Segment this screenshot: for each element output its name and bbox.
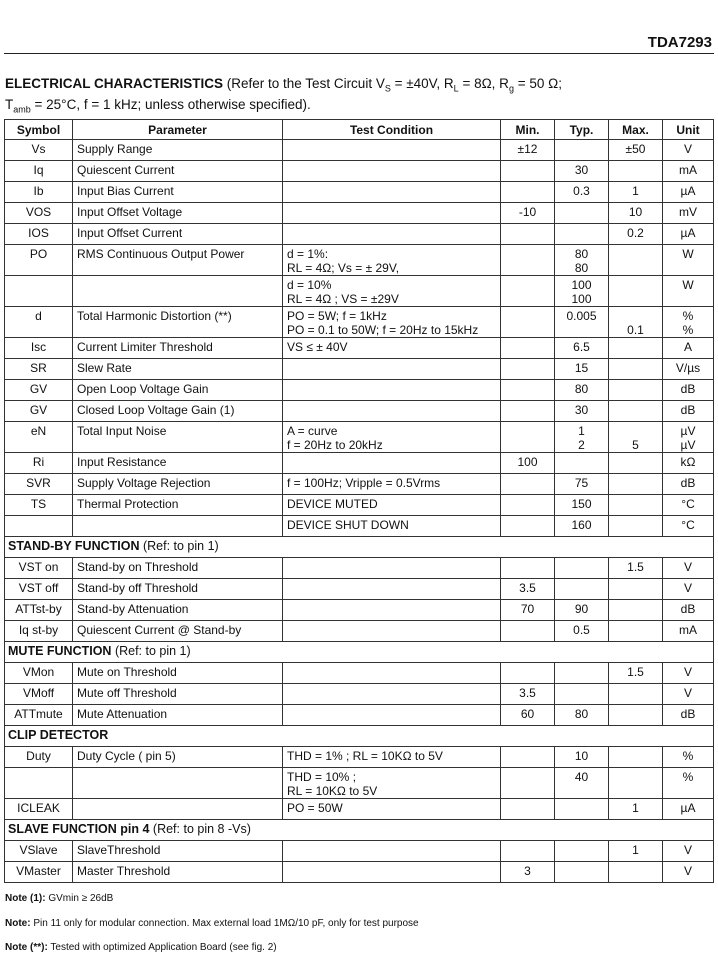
table-row bbox=[5, 474, 714, 495]
cell-unit: °C bbox=[663, 516, 714, 537]
cell-typ: 1 2 bbox=[555, 422, 609, 453]
cell-typ bbox=[555, 558, 609, 579]
cell-typ: 150 bbox=[555, 495, 609, 516]
note-3 bbox=[5, 942, 277, 953]
cell-sym: VOS bbox=[5, 203, 73, 224]
cell-max bbox=[609, 474, 663, 495]
table-row bbox=[5, 799, 714, 820]
cell-param: Quiescent Current @ Stand-by bbox=[73, 621, 283, 642]
cell-cond bbox=[283, 684, 501, 705]
cell-typ: 0.3 bbox=[555, 182, 609, 203]
cell-max bbox=[609, 359, 663, 380]
cell-sym: Iq st-by bbox=[5, 621, 73, 642]
table-row bbox=[5, 558, 714, 579]
note-text: Tested with optimized Application Board (see fig. 2) bbox=[47, 942, 277, 953]
cell-param: Closed Loop Voltage Gain (1) bbox=[73, 401, 283, 422]
cell-unit: W bbox=[663, 245, 714, 276]
cell-unit: mA bbox=[663, 621, 714, 642]
cell-param: Mute Attenuation bbox=[73, 705, 283, 726]
section-ref: (Ref: to pin 1) bbox=[139, 539, 219, 553]
cell-sym: VST off bbox=[5, 579, 73, 600]
column-header: Max. bbox=[609, 120, 663, 140]
cell-max: 0.2 bbox=[609, 224, 663, 245]
cell-max: ±50 bbox=[609, 140, 663, 161]
cell-sym bbox=[5, 276, 73, 307]
cell-typ: 30 bbox=[555, 401, 609, 422]
section-row bbox=[5, 537, 714, 558]
cell-sym: SR bbox=[5, 359, 73, 380]
cell-max bbox=[609, 747, 663, 768]
cell-param: Input Offset Current bbox=[73, 224, 283, 245]
section-title: MUTE FUNCTION bbox=[8, 644, 112, 658]
heading-tamb-sub: amb bbox=[13, 104, 31, 115]
cell-max bbox=[609, 579, 663, 600]
table-row bbox=[5, 684, 714, 705]
cell-param bbox=[73, 516, 283, 537]
cell-cond bbox=[283, 663, 501, 684]
cell-typ: 75 bbox=[555, 474, 609, 495]
section-title-cell bbox=[5, 642, 714, 663]
cell-cond bbox=[283, 380, 501, 401]
cell-unit: A bbox=[663, 338, 714, 359]
cell-min: 60 bbox=[501, 705, 555, 726]
cell-sym: GV bbox=[5, 401, 73, 422]
section-row bbox=[5, 726, 714, 747]
table-row bbox=[5, 579, 714, 600]
cell-unit: µA bbox=[663, 182, 714, 203]
cell-typ: 40 bbox=[555, 768, 609, 799]
cell-cond bbox=[283, 841, 501, 862]
cell-param: Input Offset Voltage bbox=[73, 203, 283, 224]
cell-cond bbox=[283, 453, 501, 474]
cell-max: 1.5 bbox=[609, 558, 663, 579]
cell-unit: V bbox=[663, 663, 714, 684]
table-row bbox=[5, 203, 714, 224]
cell-unit: mV bbox=[663, 203, 714, 224]
section-ref: (Ref: to pin 1) bbox=[111, 644, 191, 658]
cell-sym: eN bbox=[5, 422, 73, 453]
part-number: TDA7293 bbox=[647, 34, 712, 51]
cell-cond bbox=[283, 862, 501, 883]
cell-sym bbox=[5, 768, 73, 799]
cell-sym: ICLEAK bbox=[5, 799, 73, 820]
cell-cond: d = 10% RL = 4Ω ; VS = ±29V bbox=[283, 276, 501, 307]
cell-cond: VS ≤ ± 40V bbox=[283, 338, 501, 359]
cell-unit: V bbox=[663, 862, 714, 883]
cell-unit: V bbox=[663, 558, 714, 579]
section-title-cell bbox=[5, 537, 714, 558]
heading-text-1: (Refer to the Test Circuit V bbox=[223, 76, 385, 91]
cell-cond bbox=[283, 182, 501, 203]
cell-max bbox=[609, 621, 663, 642]
cell-min: 3 bbox=[501, 862, 555, 883]
heading-vs-sub: S bbox=[384, 83, 391, 94]
cell-cond: A = curve f = 20Hz to 20kHz bbox=[283, 422, 501, 453]
cell-param bbox=[73, 768, 283, 799]
cell-unit: kΩ bbox=[663, 453, 714, 474]
note-text: GVmin ≥ 26dB bbox=[45, 893, 114, 904]
cell-cond bbox=[283, 203, 501, 224]
table-row bbox=[5, 621, 714, 642]
cell-cond bbox=[283, 224, 501, 245]
cell-min: 3.5 bbox=[501, 579, 555, 600]
heading-rl-sub: L bbox=[453, 83, 459, 94]
table-row bbox=[5, 663, 714, 684]
cell-min bbox=[501, 474, 555, 495]
cell-sym: Ri bbox=[5, 453, 73, 474]
table-row bbox=[5, 705, 714, 726]
cell-cond bbox=[283, 359, 501, 380]
cell-max bbox=[609, 401, 663, 422]
cell-sym: VMon bbox=[5, 663, 73, 684]
cell-param: Input Resistance bbox=[73, 453, 283, 474]
cell-sym: ATTmute bbox=[5, 705, 73, 726]
cell-typ: 6.5 bbox=[555, 338, 609, 359]
cell-max bbox=[609, 161, 663, 182]
cell-max: 1.5 bbox=[609, 663, 663, 684]
cell-max bbox=[609, 380, 663, 401]
cell-sym: ATTst-by bbox=[5, 600, 73, 621]
electrical-characteristics-table bbox=[4, 119, 714, 883]
cell-unit: V bbox=[663, 579, 714, 600]
cell-typ: 80 bbox=[555, 380, 609, 401]
column-header: Parameter bbox=[73, 120, 283, 140]
cell-typ bbox=[555, 579, 609, 600]
cell-param: Thermal Protection bbox=[73, 495, 283, 516]
heading-text-3: = 8Ω, R bbox=[458, 76, 509, 91]
cell-cond bbox=[283, 600, 501, 621]
cell-sym: Iq bbox=[5, 161, 73, 182]
section-title-cell bbox=[5, 820, 714, 841]
cell-min bbox=[501, 841, 555, 862]
column-header: Typ. bbox=[555, 120, 609, 140]
cell-cond bbox=[283, 161, 501, 182]
cell-cond: f = 100Hz; Vripple = 0.5Vrms bbox=[283, 474, 501, 495]
cell-max bbox=[609, 245, 663, 276]
cell-max: 10 bbox=[609, 203, 663, 224]
cell-cond bbox=[283, 401, 501, 422]
cell-cond: DEVICE MUTED bbox=[283, 495, 501, 516]
cell-cond: d = 1%: RL = 4Ω; Vs = ± 29V, bbox=[283, 245, 501, 276]
cell-cond bbox=[283, 579, 501, 600]
cell-max bbox=[609, 600, 663, 621]
table-row bbox=[5, 140, 714, 161]
cell-cond bbox=[283, 621, 501, 642]
table-row bbox=[5, 224, 714, 245]
heading-text-4: = 50 Ω; bbox=[513, 76, 562, 91]
cell-sym: IOS bbox=[5, 224, 73, 245]
table-row bbox=[5, 600, 714, 621]
cell-typ: 0.5 bbox=[555, 621, 609, 642]
cell-param: Stand-by off Threshold bbox=[73, 579, 283, 600]
cell-unit: V bbox=[663, 841, 714, 862]
cell-sym: PO bbox=[5, 245, 73, 276]
cell-sym: VST on bbox=[5, 558, 73, 579]
cell-min bbox=[501, 182, 555, 203]
cell-max: 0.1 bbox=[609, 307, 663, 338]
cell-param: SlaveThreshold bbox=[73, 841, 283, 862]
cell-sym: Isc bbox=[5, 338, 73, 359]
cell-sym: VSlave bbox=[5, 841, 73, 862]
cell-param: Total Harmonic Distortion (**) bbox=[73, 307, 283, 338]
cell-unit: V bbox=[663, 684, 714, 705]
cell-min: -10 bbox=[501, 203, 555, 224]
cell-min bbox=[501, 663, 555, 684]
cell-max bbox=[609, 276, 663, 307]
cell-param bbox=[73, 799, 283, 820]
cell-unit: % bbox=[663, 747, 714, 768]
cell-typ: 15 bbox=[555, 359, 609, 380]
section-row bbox=[5, 820, 714, 841]
heading-rg-sub: g bbox=[508, 83, 514, 94]
column-header: Symbol bbox=[5, 120, 73, 140]
cell-typ: 90 bbox=[555, 600, 609, 621]
cell-param: Stand-by Attenuation bbox=[73, 600, 283, 621]
cell-sym: VMaster bbox=[5, 862, 73, 883]
cell-unit: W bbox=[663, 276, 714, 307]
cell-param: Mute on Threshold bbox=[73, 663, 283, 684]
cell-min bbox=[501, 495, 555, 516]
cell-typ: 10 bbox=[555, 747, 609, 768]
cell-max bbox=[609, 516, 663, 537]
cell-typ bbox=[555, 203, 609, 224]
cell-max bbox=[609, 453, 663, 474]
section-title-cell bbox=[5, 726, 714, 747]
cell-param: Input Bias Current bbox=[73, 182, 283, 203]
column-header: Test Condition bbox=[283, 120, 501, 140]
cell-param: Mute off Threshold bbox=[73, 684, 283, 705]
cell-typ bbox=[555, 841, 609, 862]
cell-param: Master Threshold bbox=[73, 862, 283, 883]
cell-max: 1 bbox=[609, 841, 663, 862]
cell-unit: dB bbox=[663, 401, 714, 422]
cell-min bbox=[501, 799, 555, 820]
cell-max bbox=[609, 705, 663, 726]
cell-unit: µA bbox=[663, 224, 714, 245]
cell-min bbox=[501, 768, 555, 799]
section-title: CLIP DETECTOR bbox=[8, 728, 109, 742]
table-header-row bbox=[5, 120, 714, 140]
cell-unit: % bbox=[663, 768, 714, 799]
cell-sym: VMoff bbox=[5, 684, 73, 705]
cell-unit: dB bbox=[663, 705, 714, 726]
cell-param: Supply Range bbox=[73, 140, 283, 161]
cell-typ: 80 80 bbox=[555, 245, 609, 276]
cell-unit: % % bbox=[663, 307, 714, 338]
cell-typ bbox=[555, 224, 609, 245]
cell-typ bbox=[555, 453, 609, 474]
cell-cond: THD = 1% ; RL = 10KΩ to 5V bbox=[283, 747, 501, 768]
cell-typ bbox=[555, 140, 609, 161]
table-row bbox=[5, 380, 714, 401]
note-label: Note (1): bbox=[5, 893, 46, 904]
note-text: Pin 11 only for modular connection. Max external load 1MΩ/10 pF, only for test purpose bbox=[30, 918, 419, 929]
heading-tamb: T bbox=[5, 96, 14, 112]
cell-cond: DEVICE SHUT DOWN bbox=[283, 516, 501, 537]
cell-sym: d bbox=[5, 307, 73, 338]
section-title: SLAVE FUNCTION pin 4 bbox=[8, 822, 150, 836]
table-row bbox=[5, 422, 714, 453]
cell-min: ±12 bbox=[501, 140, 555, 161]
cell-max bbox=[609, 338, 663, 359]
note-1 bbox=[5, 893, 113, 904]
cell-sym: Vs bbox=[5, 140, 73, 161]
cell-unit: µV µV bbox=[663, 422, 714, 453]
cell-min bbox=[501, 516, 555, 537]
cell-typ bbox=[555, 663, 609, 684]
cell-min bbox=[501, 422, 555, 453]
cell-typ bbox=[555, 684, 609, 705]
cell-param: Duty Cycle ( pin 5) bbox=[73, 747, 283, 768]
cell-param: Current Limiter Threshold bbox=[73, 338, 283, 359]
cell-min bbox=[501, 224, 555, 245]
cell-sym: SVR bbox=[5, 474, 73, 495]
cell-min bbox=[501, 161, 555, 182]
section-row bbox=[5, 642, 714, 663]
cell-min bbox=[501, 338, 555, 359]
section-ref: (Ref: to pin 8 -Vs) bbox=[149, 822, 251, 836]
cell-typ: 160 bbox=[555, 516, 609, 537]
cell-min bbox=[501, 276, 555, 307]
table-row bbox=[5, 338, 714, 359]
cell-sym bbox=[5, 516, 73, 537]
section-heading bbox=[5, 76, 562, 117]
note-label: Note: bbox=[5, 918, 31, 929]
cell-typ: 80 bbox=[555, 705, 609, 726]
table-row bbox=[5, 747, 714, 768]
cell-sym: Duty bbox=[5, 747, 73, 768]
cell-unit: V/µs bbox=[663, 359, 714, 380]
table-row bbox=[5, 862, 714, 883]
cell-min bbox=[501, 401, 555, 422]
cell-typ: 100 100 bbox=[555, 276, 609, 307]
cell-max: 5 bbox=[609, 422, 663, 453]
table-row bbox=[5, 276, 714, 307]
cell-min bbox=[501, 558, 555, 579]
cell-typ bbox=[555, 799, 609, 820]
cell-unit: dB bbox=[663, 474, 714, 495]
cell-min: 70 bbox=[501, 600, 555, 621]
cell-cond bbox=[283, 140, 501, 161]
heading-text-5: = 25°C, f = 1 kHz; unless otherwise specified). bbox=[30, 96, 311, 112]
cell-param: Supply Voltage Rejection bbox=[73, 474, 283, 495]
cell-min bbox=[501, 747, 555, 768]
cell-unit: °C bbox=[663, 495, 714, 516]
cell-min: 3.5 bbox=[501, 684, 555, 705]
heading-title: ELECTRICAL CHARACTERISTICS bbox=[5, 76, 224, 91]
table-row bbox=[5, 307, 714, 338]
cell-typ: 0.005 bbox=[555, 307, 609, 338]
cell-min bbox=[501, 245, 555, 276]
cell-typ: 30 bbox=[555, 161, 609, 182]
cell-sym: TS bbox=[5, 495, 73, 516]
table-row bbox=[5, 516, 714, 537]
table-row bbox=[5, 161, 714, 182]
cell-min bbox=[501, 307, 555, 338]
cell-cond: THD = 10% ; RL = 10KΩ to 5V bbox=[283, 768, 501, 799]
cell-param: Total Input Noise bbox=[73, 422, 283, 453]
table-row bbox=[5, 768, 714, 799]
cell-max: 1 bbox=[609, 182, 663, 203]
cell-max bbox=[609, 684, 663, 705]
table-row bbox=[5, 495, 714, 516]
cell-param: RMS Continuous Output Power bbox=[73, 245, 283, 276]
cell-max bbox=[609, 768, 663, 799]
cell-sym: GV bbox=[5, 380, 73, 401]
table-row bbox=[5, 182, 714, 203]
heading-text-2: = ±40V, R bbox=[390, 76, 454, 91]
table-row bbox=[5, 245, 714, 276]
cell-max bbox=[609, 495, 663, 516]
table-row bbox=[5, 359, 714, 380]
cell-typ bbox=[555, 862, 609, 883]
cell-max bbox=[609, 862, 663, 883]
note-label: Note (**): bbox=[5, 942, 48, 953]
cell-cond bbox=[283, 705, 501, 726]
cell-param: Stand-by on Threshold bbox=[73, 558, 283, 579]
cell-min: 100 bbox=[501, 453, 555, 474]
header-rule bbox=[4, 53, 714, 54]
column-header: Min. bbox=[501, 120, 555, 140]
cell-param: Slew Rate bbox=[73, 359, 283, 380]
cell-param: Open Loop Voltage Gain bbox=[73, 380, 283, 401]
cell-max: 1 bbox=[609, 799, 663, 820]
cell-cond bbox=[283, 558, 501, 579]
table-row bbox=[5, 453, 714, 474]
note-2 bbox=[5, 918, 419, 929]
cell-param: Quiescent Current bbox=[73, 161, 283, 182]
table-row bbox=[5, 841, 714, 862]
column-header: Unit bbox=[663, 120, 714, 140]
cell-unit: dB bbox=[663, 380, 714, 401]
section-title: STAND-BY FUNCTION bbox=[8, 539, 140, 553]
cell-param bbox=[73, 276, 283, 307]
cell-cond: PO = 50W bbox=[283, 799, 501, 820]
table-row bbox=[5, 401, 714, 422]
cell-min bbox=[501, 621, 555, 642]
cell-unit: µA bbox=[663, 799, 714, 820]
cell-min bbox=[501, 380, 555, 401]
cell-min bbox=[501, 359, 555, 380]
cell-unit: dB bbox=[663, 600, 714, 621]
cell-unit: mA bbox=[663, 161, 714, 182]
cell-cond: PO = 5W; f = 1kHz PO = 0.1 to 50W; f = 20Hz to 15kHz bbox=[283, 307, 501, 338]
cell-sym: Ib bbox=[5, 182, 73, 203]
cell-unit: V bbox=[663, 140, 714, 161]
